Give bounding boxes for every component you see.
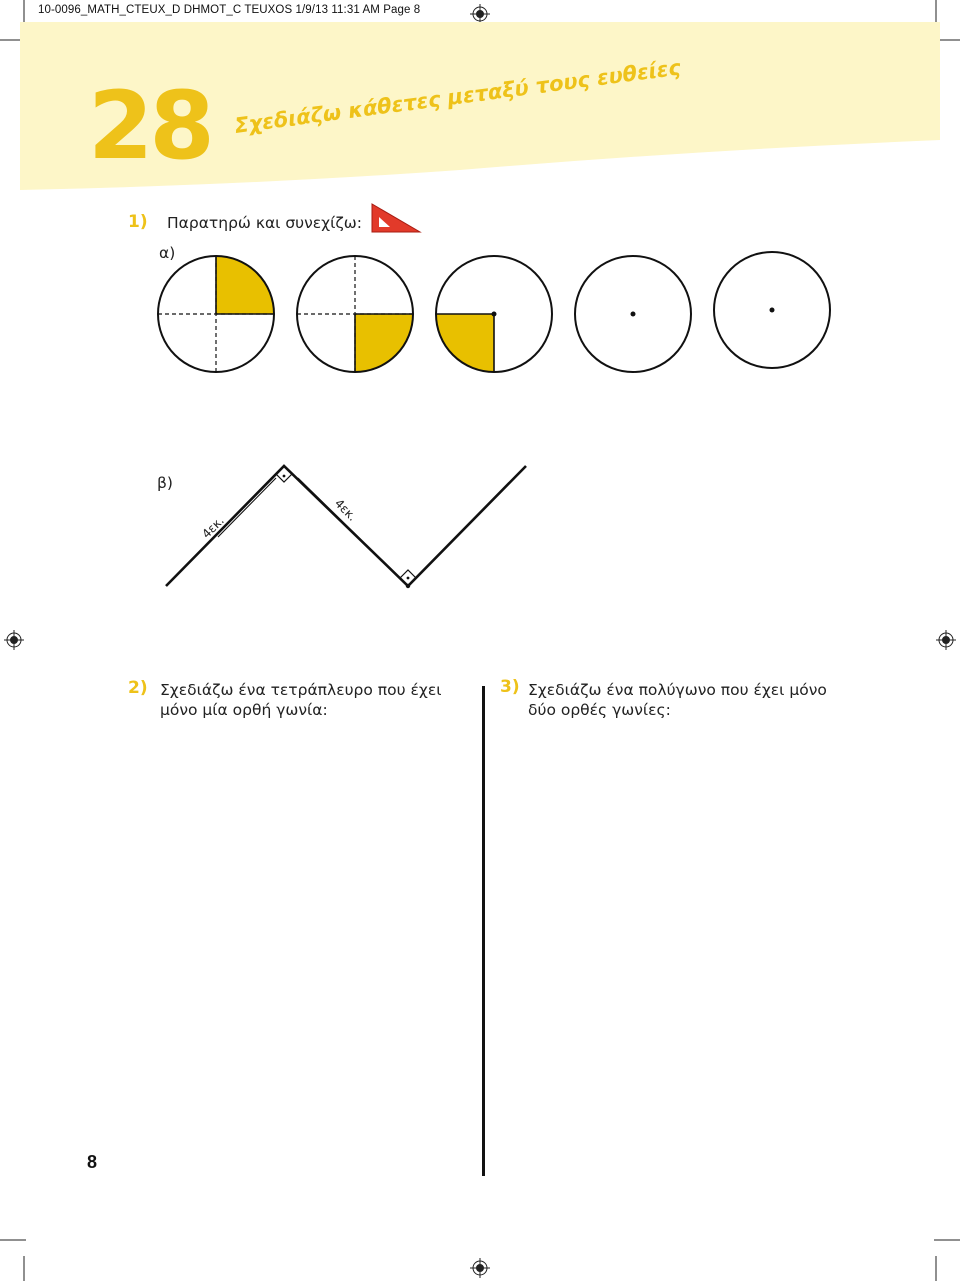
question-1-text: Παρατηρώ και συνεχίζω: (167, 214, 363, 232)
segment-label-1: 4εκ. (199, 513, 227, 542)
circle-5 (714, 252, 830, 368)
perpendicular-zigzag-figure (150, 450, 550, 600)
question-2-text: Σχεδιάζω ένα τετράπλευρο που έχει μόνο μία ορθή γωνία: (160, 681, 442, 719)
question-3-text: Σχεδιάζω ένα πολύγωνο που έχει μόνο δύο ορθές γωνίες: (528, 681, 827, 719)
lesson-title: Σχεδιάζω κάθετες μεταξύ τους ευθείες (232, 55, 683, 138)
measure-line-1 (218, 478, 276, 537)
part-b-label: β) (157, 474, 173, 492)
column-divider (482, 686, 485, 1176)
print-slug: 10-0096_MATH_CTEUX_D DHMOT_C TEUXOS 1/9/13 11:31 AM Page 8 (38, 4, 421, 16)
circle-4 (575, 256, 691, 372)
quarter-circles-figure (150, 248, 840, 382)
set-square-icon (368, 200, 424, 236)
circle-3 (436, 256, 552, 372)
registration-mark-icon (4, 630, 24, 650)
part-a-label: α) (159, 244, 176, 262)
measure-line-2 (298, 478, 396, 574)
segment-label-2: 4εκ. (331, 496, 360, 524)
registration-mark-icon (470, 1258, 490, 1278)
page-number: 8 (87, 1152, 98, 1172)
question-3-number: 3) (500, 677, 520, 697)
lesson-number: 28 (88, 72, 211, 181)
question-1-number: 1) (128, 212, 148, 232)
circle-1 (158, 256, 274, 372)
question-2-number: 2) (128, 678, 148, 698)
circle-2 (297, 256, 413, 372)
registration-mark-icon (936, 630, 956, 650)
